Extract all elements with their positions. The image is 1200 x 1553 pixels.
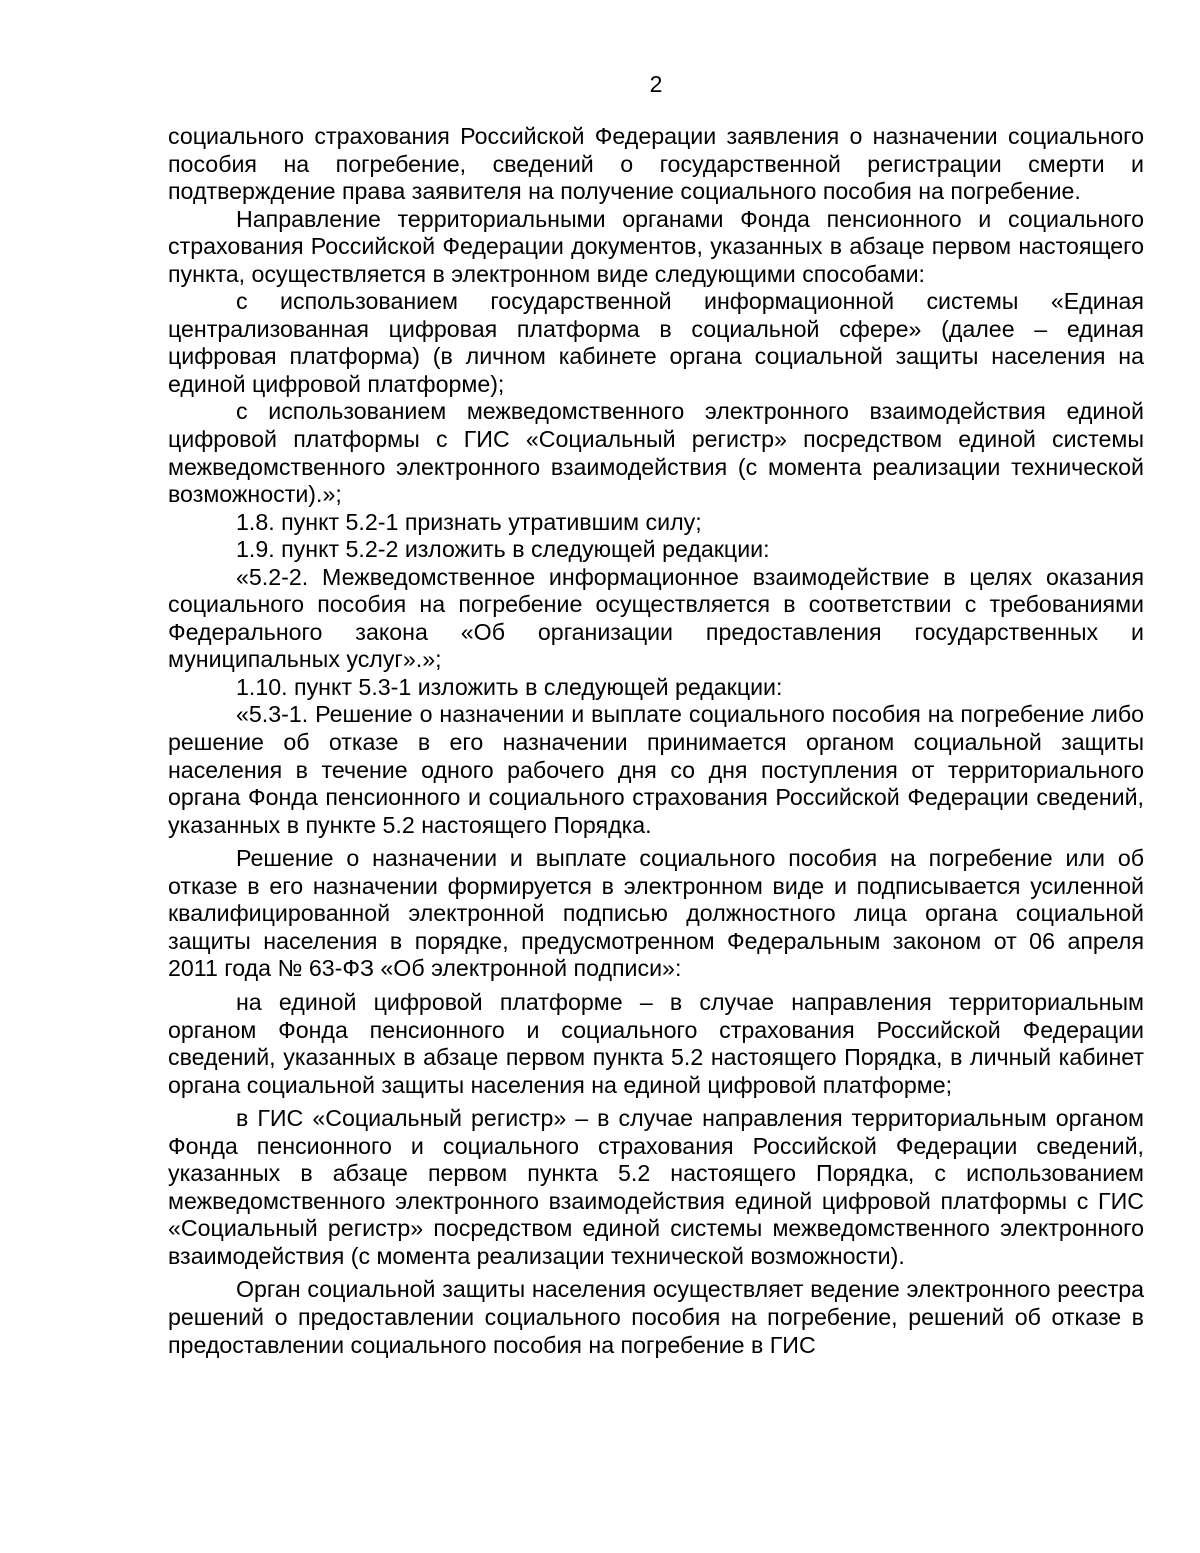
paragraph-decision-signing: Решение о назначении и выплате социального пособия на погребение или об отказе в его назначении формируется в электронном виде и подписывается усиленной квалифицированной электронной подписью должностного лица органа социальной защиты населения в порядке, предусмотренном Федеральным законом от 06 апреля 2011 года № 63-ФЗ «Об электронной подписи»: xyxy=(168,845,1144,982)
paragraph-method-platform: с использованием государственной информационной системы «Единая централизованная цифровая платформа в социальной сфере» (далее – единая цифровая платформа) (в личном кабинете органа социальной защиты населения на единой цифровой платформе); xyxy=(168,288,1144,397)
paragraph-platform-case: на единой цифровой платформе – в случае направления территориальным органом Фонда пенсионного и социального страхования Российской Федерации сведений, указанных в абзаце первом пункта 5.2 настоящего Порядка, в личный кабинет органа социальной защиты населения на единой цифровой платформе; xyxy=(168,988,1144,1098)
paragraph-item-1-10: 1.10. пункт 5.3-1 изложить в следующей редакции: xyxy=(236,673,783,700)
paragraph-sending-documents: Направление территориальными органами Фонда пенсионного и социального страхования Российской Федерации документов, указанных в абзаце первом настоящего пункта, осуществляется в электронном виде следующими способами: xyxy=(168,205,1144,287)
paragraph-method-interagency: с использованием межведомственного электронного взаимодействия единой цифровой платформы с ГИС «Социальный регистр» посредством единой системы межведомственного электронного взаимодействия (с момента реализации технической возможности).»; xyxy=(168,398,1144,508)
paragraph-clause-5-2-2: «5.2-2. Межведомственное информационное взаимодействие в целях оказания социального пособия на погребение осуществляется в соответствии с требованиями Федерального закона «Об организации предоставления государственных и муниципальных услуг».»; xyxy=(168,563,1144,673)
paragraph-item-1-9: 1.9. пункт 5.2-2 изложить в следующей редакции: xyxy=(236,536,770,563)
page-number: 2 xyxy=(649,71,663,97)
paragraph-registry-case: в ГИС «Социальный регистр» – в случае направления территориальным органом Фонда пенсионного и социального страхования Российской Федерации сведений, указанных в абзаце первом пункта 5.2 настоящего Порядка, с использованием межведомственного электронного взаимодействия единой цифровой платформы с ГИС «Социальный регистр» посредством единой системы межведомственного электронного взаимодействия (с момента реализации технической возможности). xyxy=(168,1105,1144,1269)
paragraph-electronic-registry: Орган социальной защиты населения осуществляет ведение электронного реестра решений о предоставлении социального пособия на погребение, решений об отказе в предоставлении социального пособия на погребение в ГИС xyxy=(168,1276,1144,1358)
paragraph-clause-5-3-1: «5.3-1. Решение о назначении и выплате социального пособия на погребение либо решение об отказе в его назначении принимается органом социальной защиты населения в течение одного рабочего дня со дня поступления от территориального органа Фонда пенсионного и социального страхования Российской Федерации сведений, указанных в пункте 5.2 настоящего Порядка. xyxy=(168,701,1144,838)
paragraph-continuation: социального страхования Российской Федерации заявления о назначении социального пособия на погребение, сведений о государственной регистрации смерти и подтверждение права заявителя на получение социального пособия на погребение. xyxy=(168,123,1144,205)
paragraph-item-1-8: 1.8. пункт 5.2-1 признать утратившим силу; xyxy=(236,508,702,535)
document-body xyxy=(168,123,1144,1359)
